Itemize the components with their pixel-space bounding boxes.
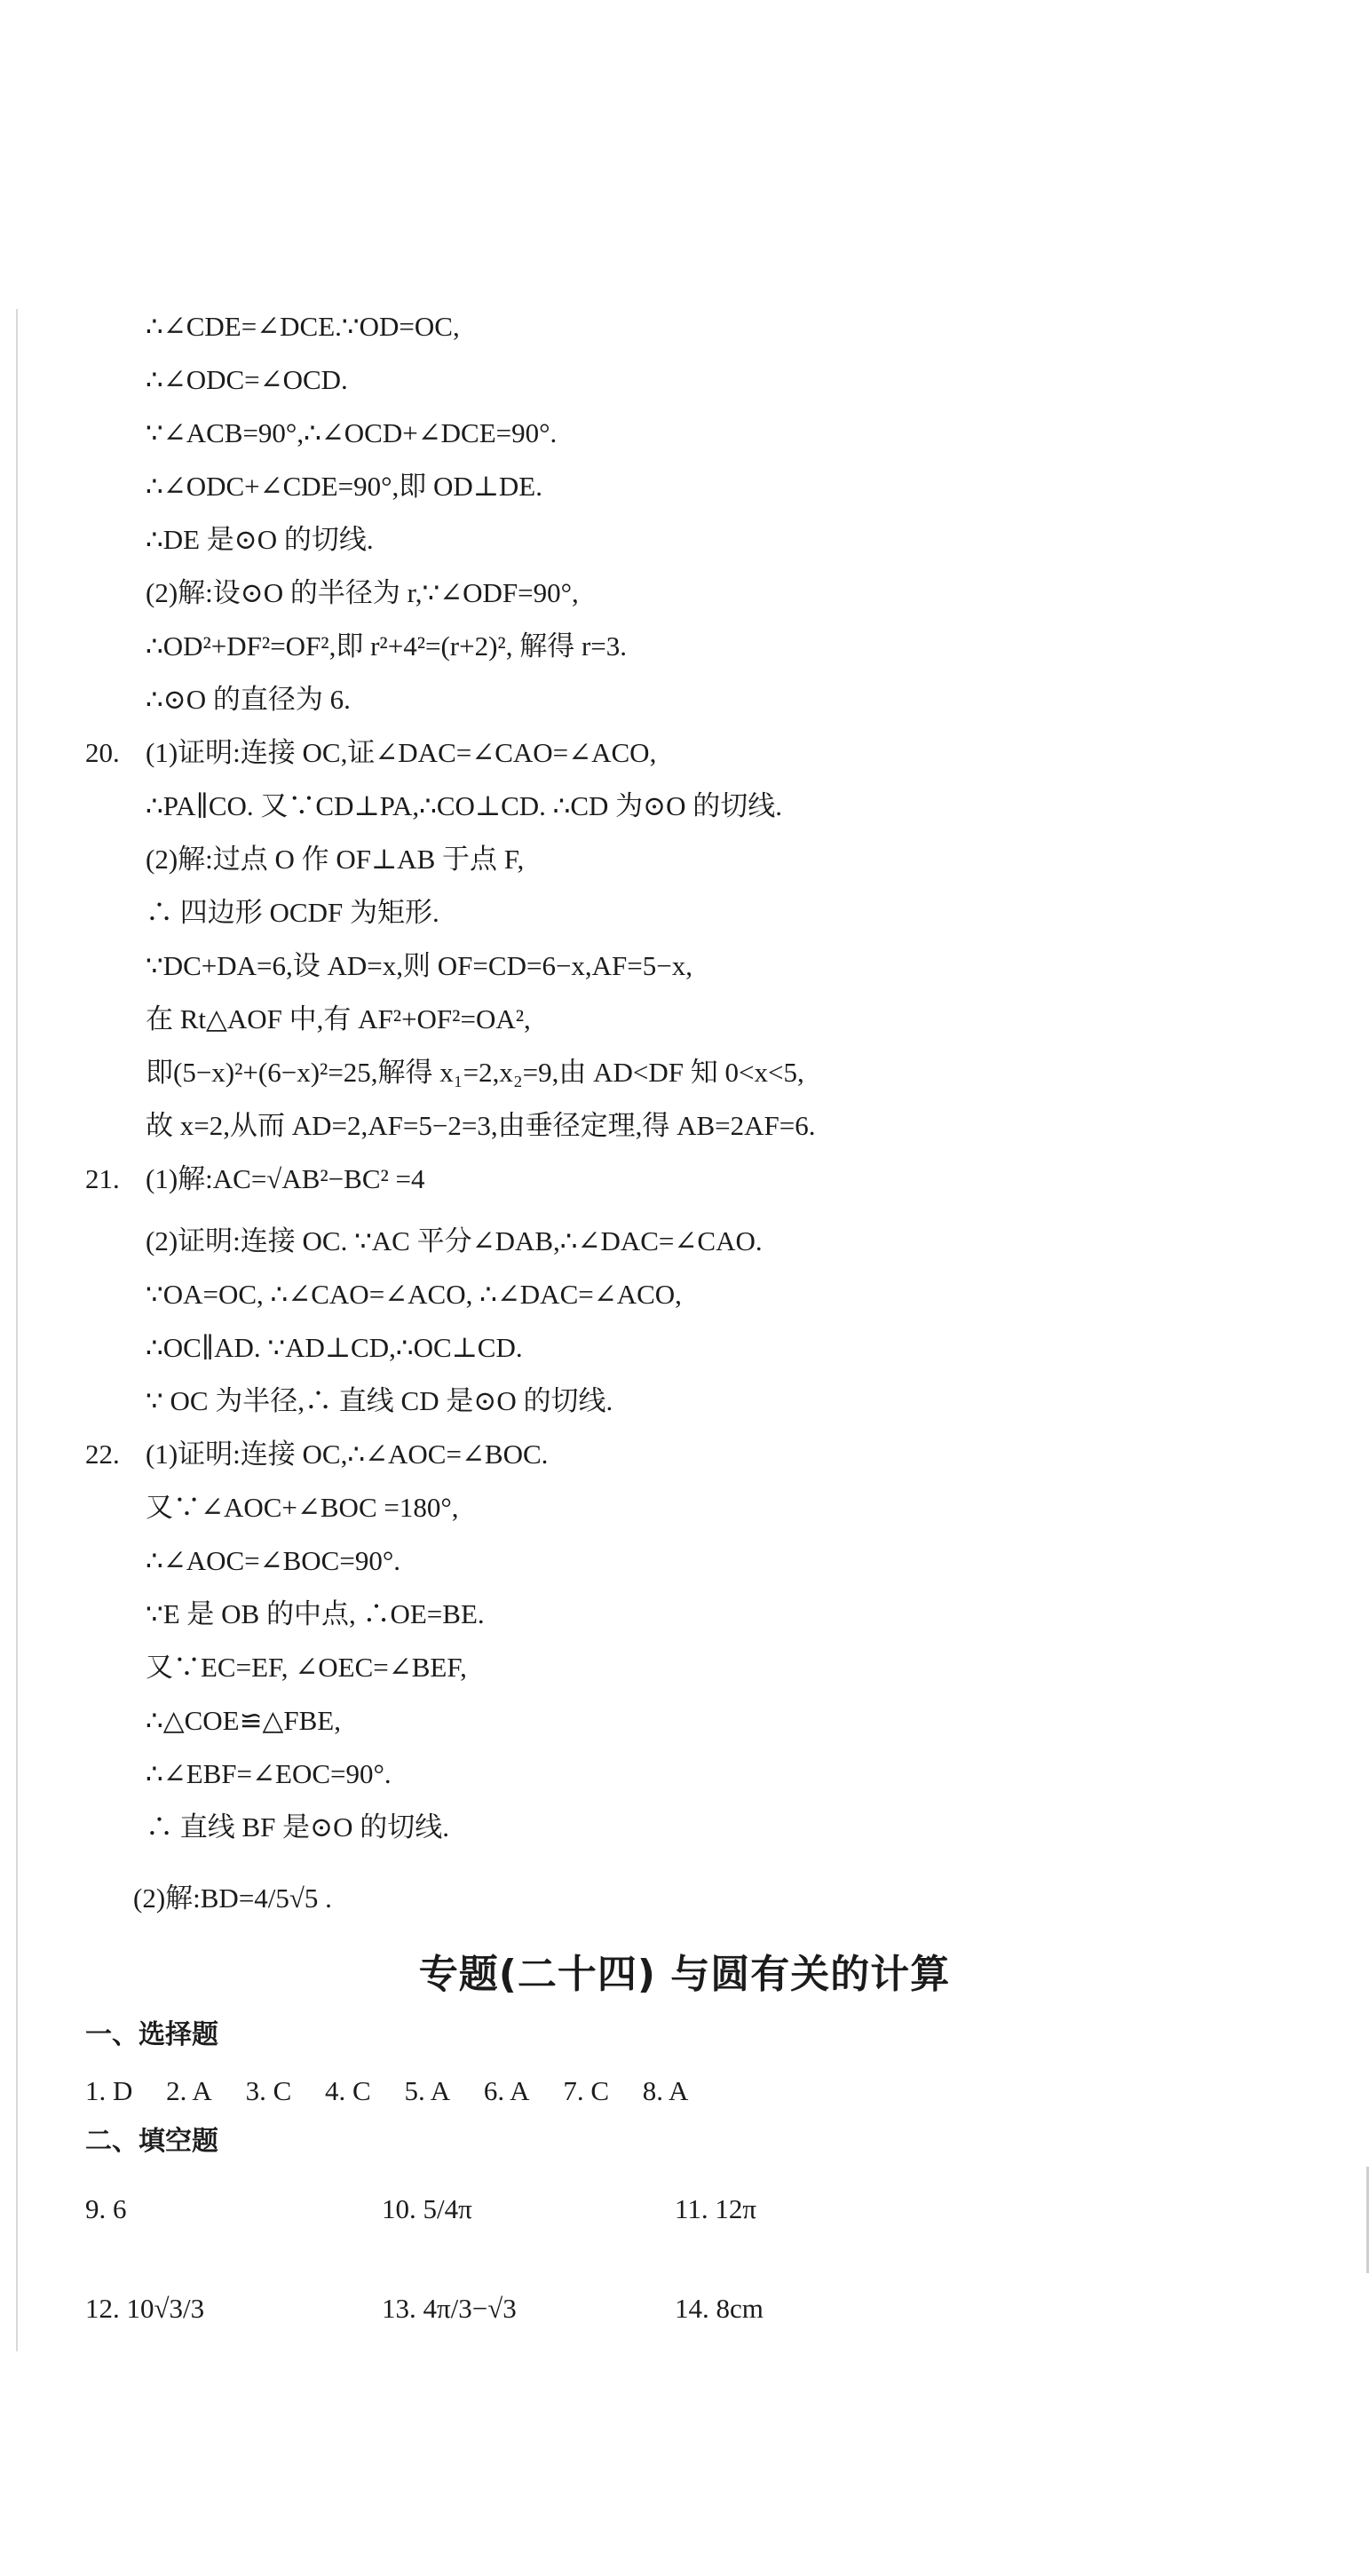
- question-22-line: ∵E 是 OB 的中点, ∴OE=BE.: [146, 1598, 485, 1629]
- proof-line: ∴⊙O 的直径为 6.: [146, 684, 351, 715]
- proof-line: ∴OD²+DF²=OF²,即 r²+4²=(r+2)², 解得 r=3.: [146, 630, 628, 662]
- choice-answer: 2. A: [166, 2075, 212, 2106]
- choice-answers: [85, 2073, 715, 2109]
- question-21-line: (2)证明:连接 OC. ∵AC 平分∠DAB,∴∠DAC=∠CAO.: [146, 1225, 763, 1256]
- question-20-line: 故 x=2,从而 AD=2,AF=5−2=3,由垂径定理,得 AB=2AF=6.: [146, 1110, 816, 1141]
- fill-answer: 13. 4π/3−√3: [382, 2293, 517, 2324]
- question-22-line: (2)解:BD=4/5√5 .: [133, 1882, 332, 1914]
- question-20-line: (1)证明:连接 OC,证∠DAC=∠CAO=∠ACO,: [146, 737, 657, 768]
- choice-answer: 1. D: [85, 2075, 133, 2106]
- question-21-line: (1)解:AC=√AB²−BC² =4: [146, 1163, 425, 1194]
- question-20-line: (2)解:过点 O 作 OF⊥AB 于点 F,: [146, 844, 525, 875]
- section-title-fill: 二、填空题: [85, 2126, 218, 2157]
- question-20-line: 即(5−x)²+(6−x)²=25,解得 x₁=2,x₂=9,由 AD<DF 知 0<x<5,: [146, 1057, 804, 1088]
- fill-answer: 14. 8cm: [675, 2293, 764, 2324]
- question-22-first-line: [85, 1437, 548, 1472]
- proof-line: ∵∠ACB=90°,∴∠OCD+∠DCE=90°.: [146, 417, 558, 448]
- choice-answer: 5. A: [404, 2075, 451, 2106]
- fill-answer: 11. 12π: [675, 2193, 757, 2224]
- question-20-line: ∴PA∥CO. 又∵CD⊥PA,∴CO⊥CD. ∴CD 为⊙O 的切线.: [146, 790, 783, 821]
- fill-answer: 9. 6: [85, 2193, 127, 2224]
- proof-line: ∴DE 是⊙O 的切线.: [146, 524, 374, 555]
- fill-answer: 10. 5/4π: [382, 2193, 472, 2224]
- proof-line: ∴∠ODC=∠OCD.: [146, 364, 348, 395]
- question-22-line: ∴△COE≌△FBE,: [146, 1705, 341, 1736]
- proof-line: ∴∠ODC+∠CDE=90°,即 OD⊥DE.: [146, 471, 542, 502]
- choice-answer: 4. C: [325, 2075, 371, 2106]
- fill-answer: 12. 10√3/3: [85, 2293, 205, 2324]
- question-20-first-line: [85, 735, 656, 771]
- section-title-choice: 一、选择题: [85, 2019, 218, 2050]
- question-21-first-line: [85, 1161, 425, 1197]
- question-20-line: ∵DC+DA=6,设 AD=x,则 OF=CD=6−x,AF=5−x,: [146, 950, 693, 981]
- question-number: 21.: [85, 1163, 120, 1194]
- question-22-line: 又∵∠AOC+∠BOC =180°,: [146, 1492, 459, 1523]
- question-21-line: ∵OA=OC, ∴∠CAO=∠ACO, ∴∠DAC=∠ACO,: [146, 1279, 682, 1310]
- question-22-line: ∴∠AOC=∠BOC=90°.: [146, 1545, 400, 1576]
- topic-heading: 专题(二十四) 与圆有关的计算: [418, 1952, 951, 1997]
- question-number: 22.: [85, 1439, 120, 1470]
- left-margin-rule: [16, 309, 18, 2351]
- choice-answer: 3. C: [245, 2075, 292, 2106]
- question-22-line: (1)证明:连接 OC,∴∠AOC=∠BOC.: [146, 1439, 549, 1470]
- question-20-line: ∴ 四边形 OCDF 为矩形.: [146, 897, 439, 928]
- proof-line: ∴∠CDE=∠DCE.∵OD=OC,: [146, 311, 460, 342]
- choice-answer: 7. C: [563, 2075, 610, 2106]
- question-22-line: ∴∠EBF=∠EOC=90°.: [146, 1758, 392, 1789]
- choice-answer: 6. A: [483, 2075, 530, 2106]
- question-number: 20.: [85, 737, 120, 768]
- question-22-line: ∴ 直线 BF 是⊙O 的切线.: [146, 1811, 450, 1843]
- question-22-line: 又∵EC=EF, ∠OEC=∠BEF,: [146, 1652, 467, 1683]
- choice-answer: 8. A: [642, 2075, 689, 2106]
- question-20-line: 在 Rt△AOF 中,有 AF²+OF²=OA²,: [146, 1003, 531, 1034]
- question-21-line: ∵ OC 为半径,∴ 直线 CD 是⊙O 的切线.: [146, 1385, 613, 1416]
- question-21-line: ∴OC∥AD. ∵AD⊥CD,∴OC⊥CD.: [146, 1332, 523, 1363]
- proof-line: (2)解:设⊙O 的半径为 r,∵∠ODF=90°,: [146, 577, 579, 608]
